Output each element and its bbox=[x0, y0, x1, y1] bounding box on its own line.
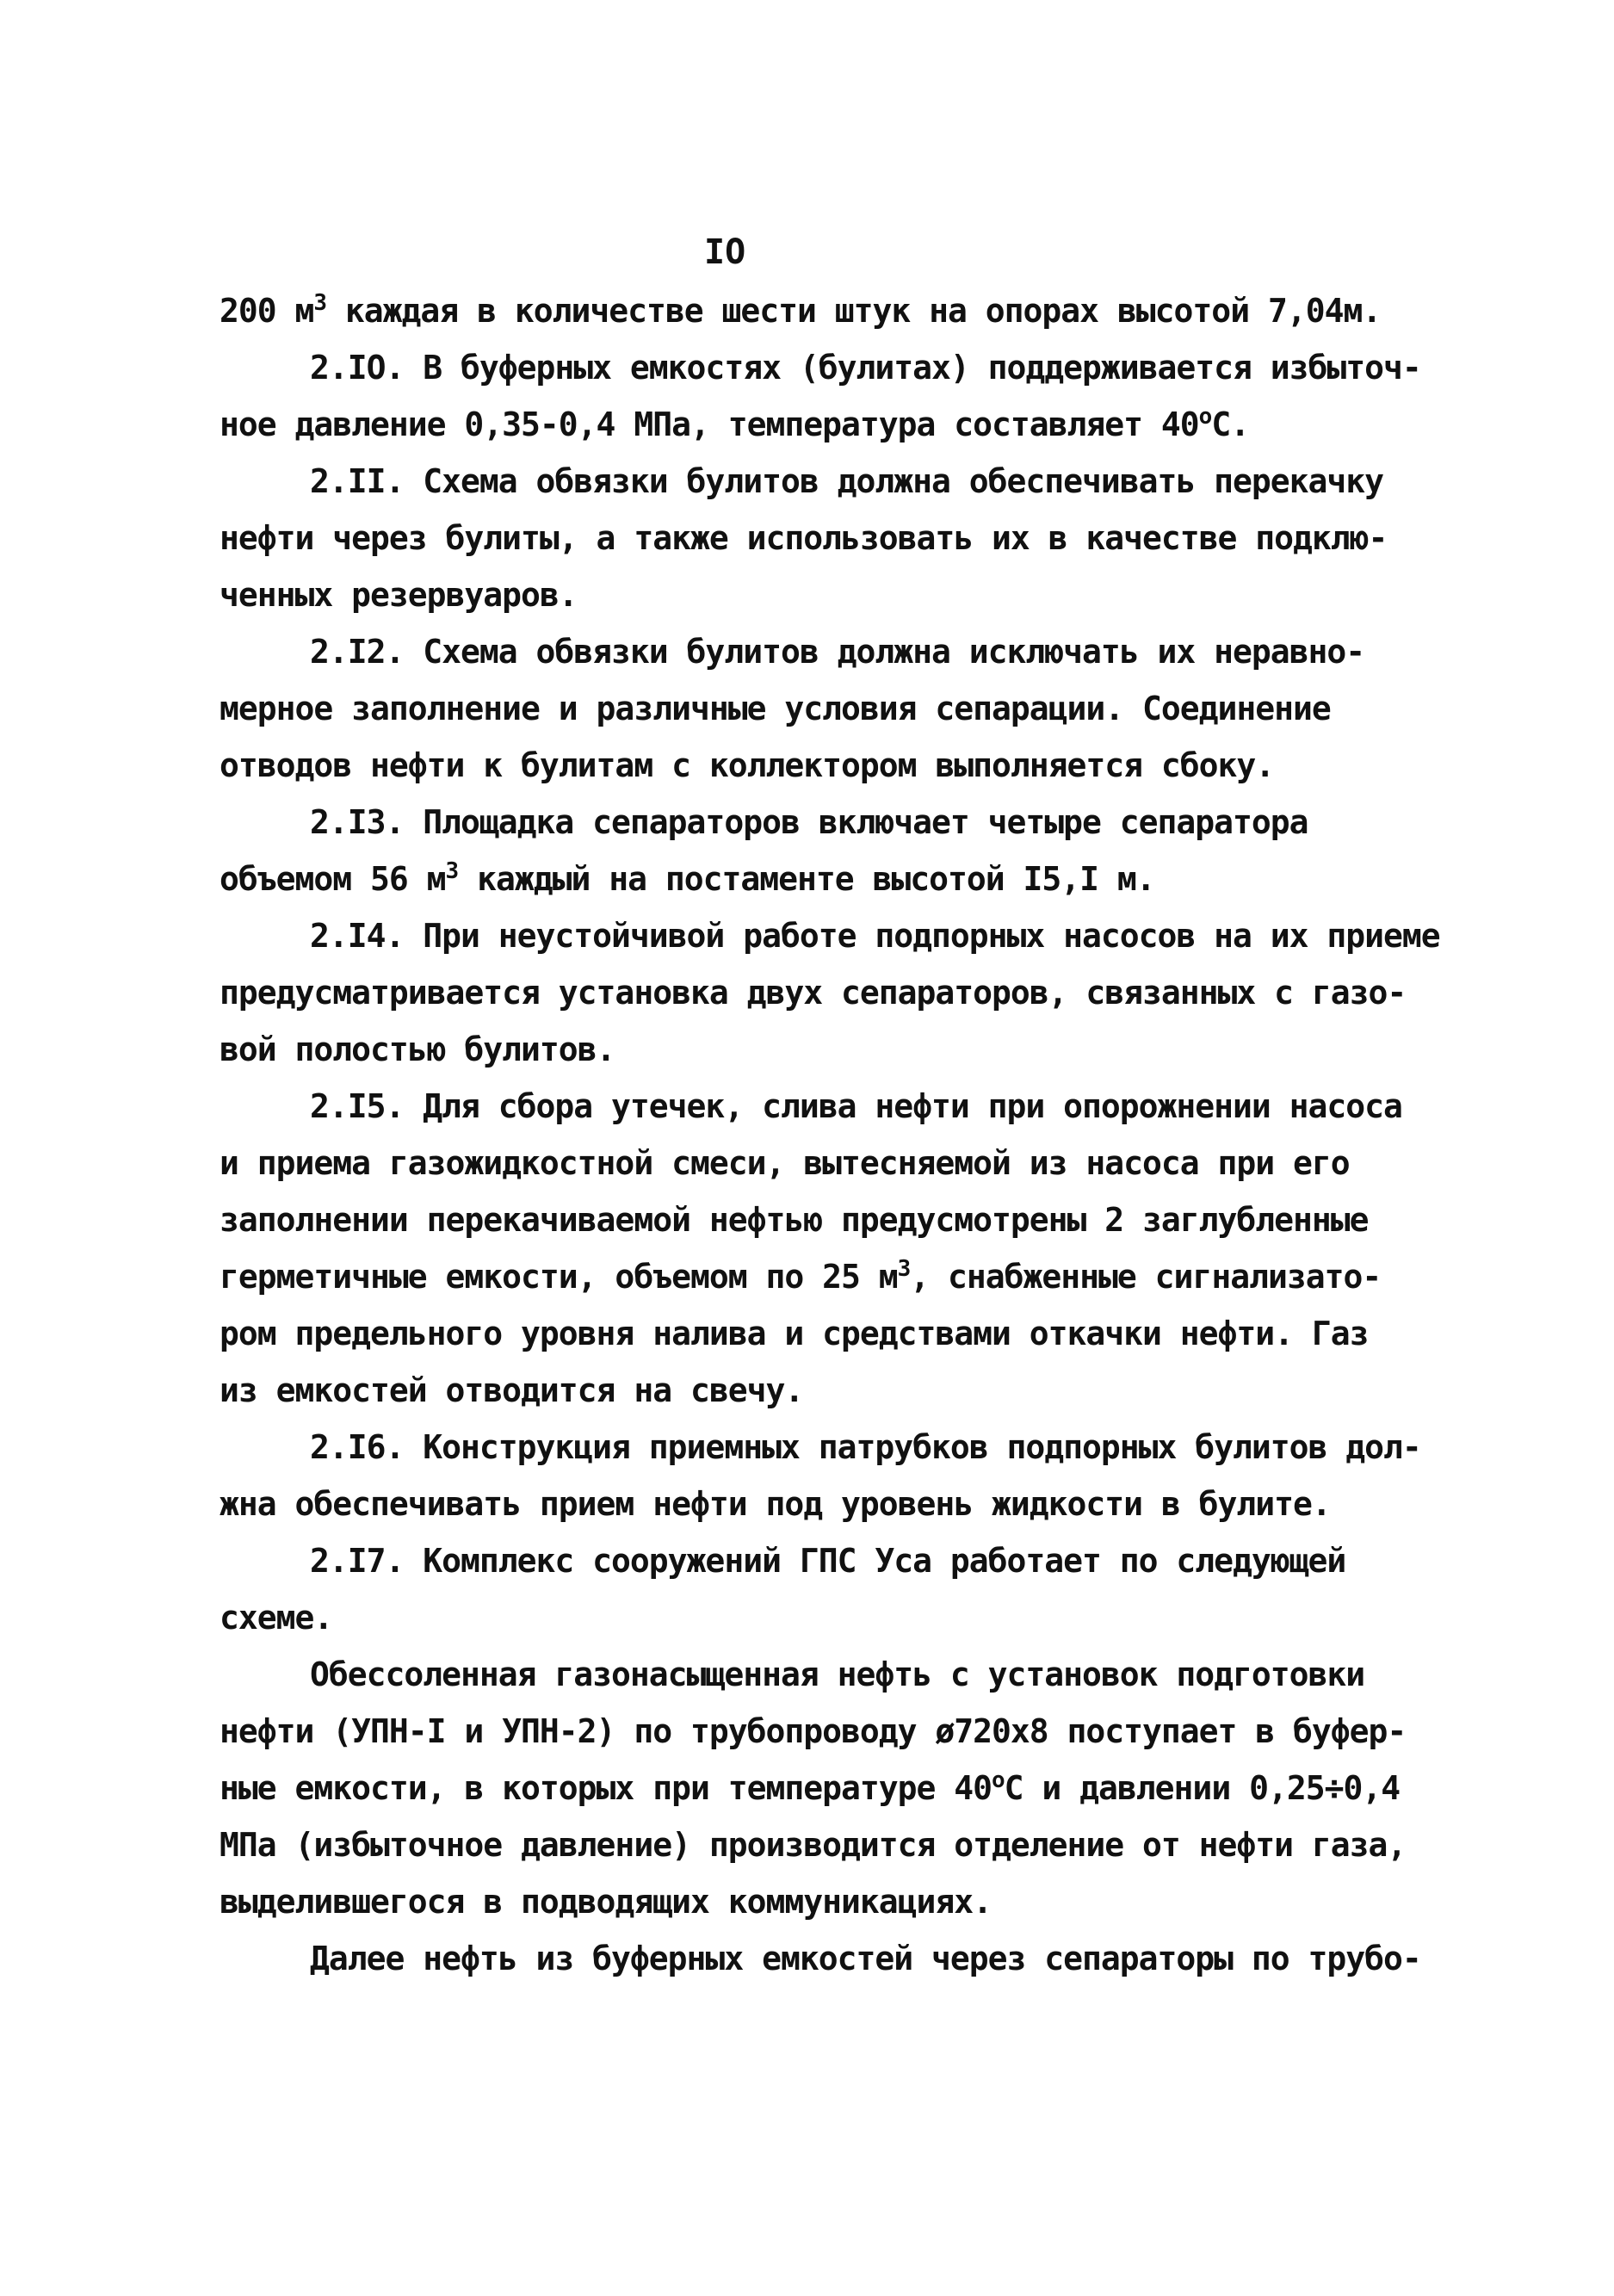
text-line: 200 $м^3$ каждая в количестве шести штук на опорах высотой 7,04м. bbox=[220, 290, 1382, 330]
text-line: отводов нефти к булитам с коллектором выполняется сбоку. bbox=[220, 746, 1275, 784]
text-line: вой полостью булитов. bbox=[220, 1030, 615, 1068]
paragraph-2-17: 2.I7. Комплекс сооружений ГПС Уса работает по следующей bbox=[310, 1542, 1346, 1580]
text-line: из емкостей отводится на свечу. bbox=[220, 1371, 804, 1409]
paragraph-2-12: 2.I2. Схема обвязки булитов должна исключать их неравно- bbox=[310, 633, 1365, 671]
paragraph-2-10: 2.IO. В буферных емкостях (булитах) поддерживается избыточ- bbox=[310, 349, 1421, 387]
paragraph-2-11: 2.II. Схема обвязки булитов должна обеспечивать перекачку bbox=[310, 462, 1384, 500]
text-line: выделившегося в подводящих коммуникациях. bbox=[220, 1883, 992, 1921]
text-line: предусматривается установка двух сепараторов, связанных с газо- bbox=[220, 974, 1407, 1012]
paragraph-2-13: 2.I3. Площадка сепараторов включает четыре сепаратора bbox=[310, 803, 1308, 841]
page-number: IO bbox=[704, 232, 746, 272]
paragraph-2-15: 2.I5. Для сбора утечек, слива нефти при опорожнении насоса bbox=[310, 1087, 1402, 1125]
text-line: жна обеспечивать прием нефти под уровень жидкости в булите. bbox=[220, 1485, 1331, 1523]
text-line: МПа (избыточное давление) производится отделение от нефти газа, bbox=[220, 1826, 1407, 1864]
text-line: нефти (УПН-I и УПН-2) по трубопроводу ø720х8 поступает в буфер- bbox=[220, 1712, 1407, 1750]
text-line: объемом 56 $м^3$ каждый на постаменте высотой I5,I м. bbox=[220, 858, 1155, 898]
paragraph-2-16: 2.I6. Конструкция приемных патрубков подпорных булитов дол- bbox=[310, 1428, 1421, 1466]
paragraph-2-14: 2.I4. При неустойчивой работе подпорных насосов на их приеме bbox=[310, 917, 1440, 955]
text-line: мерное заполнение и различные условия сепарации. Соединение bbox=[220, 690, 1331, 727]
paragraph-desalted-oil: Обессоленная газонасыщенная нефть с установок подготовки bbox=[310, 1655, 1365, 1693]
text-line: ченных резервуаров. bbox=[220, 576, 578, 614]
text-line: ром предельного уровня налива и средствами откачки нефти. Газ bbox=[220, 1315, 1369, 1352]
paragraph-further: Далее нефть из буферных емкостей через сепараторы по трубо- bbox=[310, 1940, 1421, 1977]
text-line: ные емкости, в которых при температуре $40^оС$ и давлении 0,25÷0,4 bbox=[220, 1767, 1401, 1807]
text-line: заполнении перекачиваемой нефтью предусмотрены 2 заглубленные bbox=[220, 1201, 1369, 1239]
text-line: нефти через булиты, а также использовать их в качестве подклю- bbox=[220, 519, 1388, 557]
text-line: ное давление 0,35-0,4 МПа, температура составляет $40^оС$. bbox=[220, 404, 1250, 443]
text-line: схеме. bbox=[220, 1599, 333, 1637]
document-body bbox=[220, 282, 1440, 1987]
text-line: и приема газожидкостной смеси, вытесняемой из насоса при его bbox=[220, 1144, 1350, 1182]
text-line: герметичные емкости, объемом по 25 $м^3$, снабженные сигнализато- bbox=[220, 1256, 1382, 1296]
